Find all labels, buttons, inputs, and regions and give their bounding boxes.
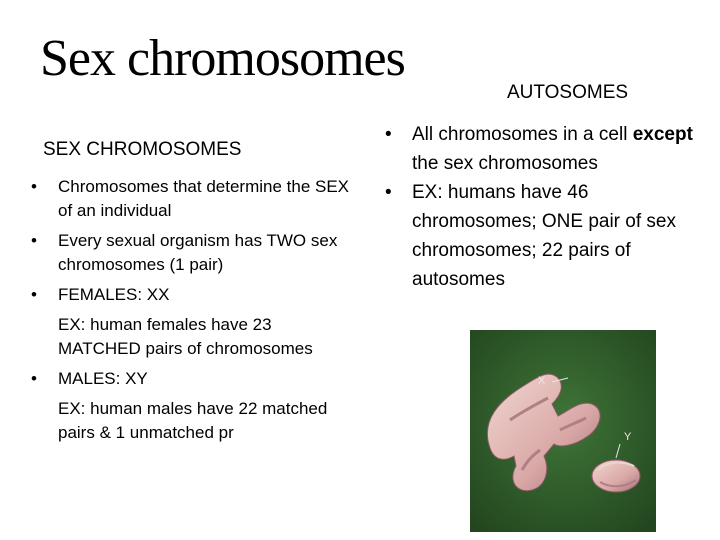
y-chromosome <box>592 460 640 492</box>
list-item-text: Every sexual organism has TWO sex chromosomes (1 pair) <box>58 231 338 274</box>
x-label: X <box>538 375 546 387</box>
bullet-icon: • <box>31 177 37 196</box>
list-item <box>58 397 358 445</box>
list-item <box>31 367 358 391</box>
autosomes-heading: AUTOSOMES <box>507 82 629 103</box>
list-item <box>31 283 358 307</box>
bullet-icon: • <box>31 285 37 304</box>
chromosome-photo <box>470 330 656 532</box>
list-item-text: MALES: XY <box>58 369 148 388</box>
list-item <box>385 120 702 178</box>
list-item-text: the sex chromosomes <box>412 153 598 174</box>
list-item-text: EX: human males have 22 matched pairs & 1 unmatched pr <box>58 399 328 442</box>
slide-title: Sex chromosomes <box>40 30 405 87</box>
bullet-icon: • <box>31 369 37 388</box>
list-item-text: EX: humans have 46 chromosomes; ONE pair of sex chromosomes; 22 pairs of autosomes <box>412 182 676 290</box>
sex-chromosomes-list <box>31 175 358 451</box>
y-label: Y <box>624 431 632 443</box>
bullet-icon: • <box>385 124 392 145</box>
list-item <box>31 175 358 223</box>
list-item-text: Chromosomes that determine the SEX of an individual <box>58 177 350 220</box>
emphasis-text: except <box>632 124 693 145</box>
autosomes-list <box>385 120 702 294</box>
chromosome-illustration <box>470 330 656 532</box>
list-item <box>58 313 358 361</box>
list-item <box>385 178 702 294</box>
list-item-text: All chromosomes in a cell <box>412 124 633 145</box>
bullet-icon: • <box>385 182 392 203</box>
list-item <box>31 229 358 277</box>
list-item-text: FEMALES: XX <box>58 285 170 304</box>
list-item-text: EX: human females have 23 MATCHED pairs of chromosomes <box>58 315 313 358</box>
bullet-icon: • <box>31 231 37 250</box>
sex-chromosomes-heading: SEX CHROMOSOMES <box>43 139 242 160</box>
